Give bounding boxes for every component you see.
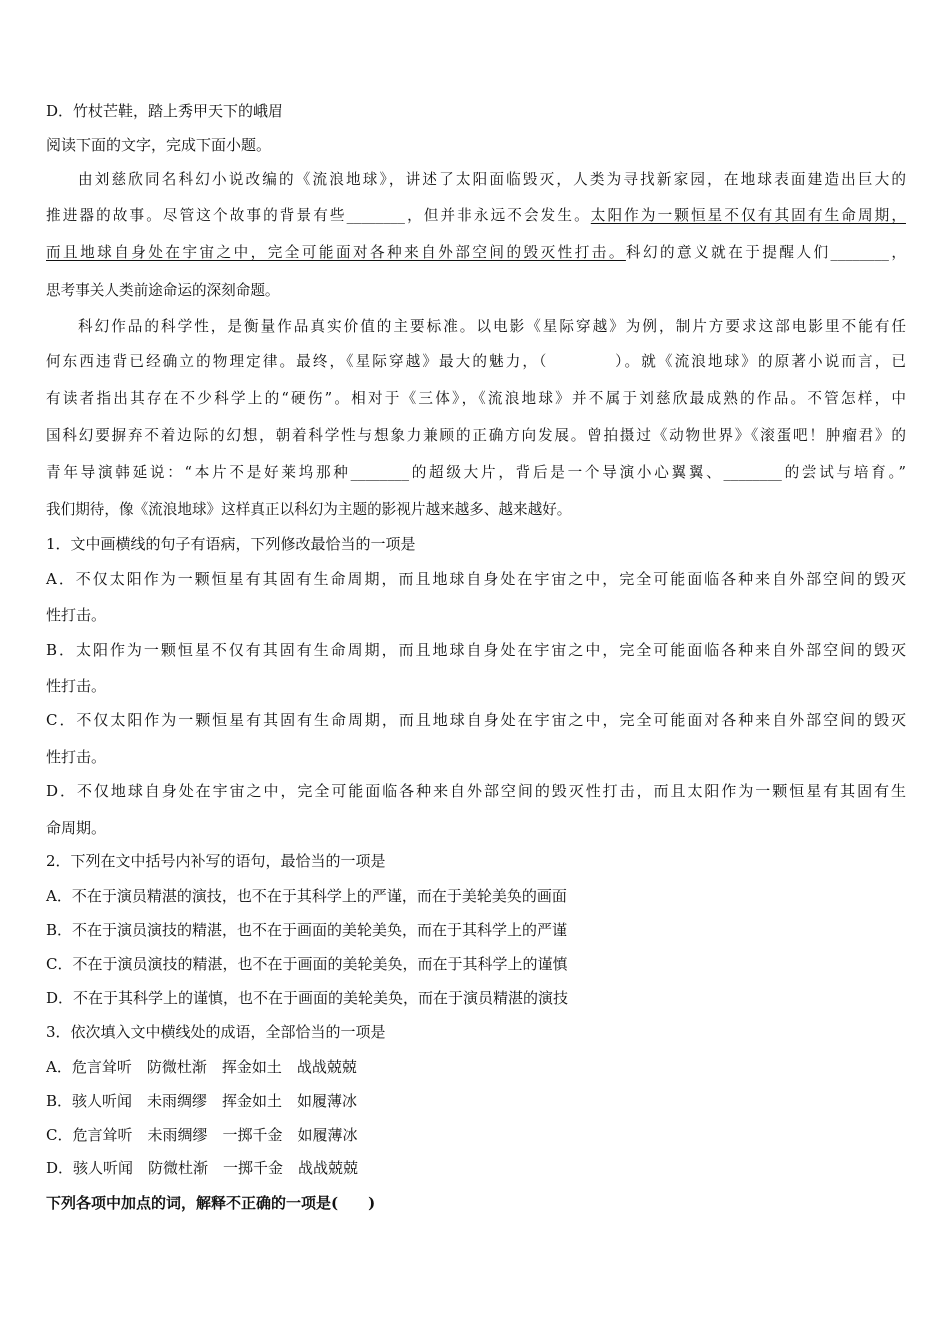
q1-option-b-cont: 性打击。 (46, 677, 107, 695)
q1-option-d: D．不仅地球自身处在宇宙之中，完全可能面临各种来自外部空间的毁灭性打击，而且太阳作为一颗恒星有其固有生 (46, 782, 906, 800)
underlined-sentence-part-2: 而且地球自身处在宇宙之中，完全可能面对各种来自外部空间的毁灭性打击。 (46, 244, 626, 261)
passage-p1-line-4: 思考事关人类前途命运的深刻命题。 (46, 282, 280, 299)
q3-option-c: C．危言耸听 未雨绸缪 一掷千金 如履薄冰 (46, 1126, 358, 1144)
passage-p1-text: 推进器的故事。尽管这个故事的背景有些________，但并非永远不会发生。 (46, 207, 591, 224)
passage-p2-line-6: 我们期待，像《流浪地球》这样真正以科幻为主题的影视片越来越多、越来越好。 (46, 501, 572, 518)
passage-p1-line-1: 由刘慈欣同名科幻小说改编的《流浪地球》，讲述了太阳面临毁灭，人类为寻找新家园，在地球表面建造出巨大的 (78, 171, 906, 188)
q2-option-a: A．不在于演员精湛的演技，也不在于其科学上的严谨，而在于美轮美奂的画面 (46, 887, 567, 905)
q2-option-c: C．不在于演员演技的精湛，也不在于画面的美轮美奂，而在于其科学上的谨慎 (46, 955, 568, 973)
passage-p2-line-4: 国科幻要摒弃不着边际的幻想，朝着科学性与想象力兼顾的正确方向发展。曾拍摄过《动物世界》《滚蛋吧！肿瘤君》的 (46, 427, 906, 444)
q1-option-b: B．太阳作为一颗恒星不仅有其固有生命周期，而且地球自身处在宇宙之中，完全可能面临各种来自外部空间的毁灭 (46, 641, 906, 659)
q1-option-a: A．不仅太阳作为一颗恒星有其固有生命周期，而且地球自身处在宇宙之中，完全可能面临各种来自外部空间的毁灭 (46, 570, 906, 588)
q1-option-c: C．不仅太阳作为一颗恒星有其固有生命周期，而且地球自身处在宇宙之中，完全可能面对各种来自外部空间的毁灭 (46, 711, 906, 729)
q1-option-a-cont: 性打击。 (46, 606, 107, 624)
passage-p2-line-2: 何东西违背已经确立的物理定律。最终，《星际穿越》最大的魅力，（ ）。就《流浪地球》的原著小说而言，已 (46, 353, 906, 370)
passage-p2-line-1: 科幻作品的科学性，是衡量作品真实价值的主要标准。以电影《星际穿越》为例，制片方要求这部电影里不能有任 (78, 318, 906, 335)
q3-option-a: A．危言耸听 防微杜渐 挥金如土 战战兢兢 (46, 1058, 357, 1076)
underlined-sentence-part-1: 太阳作为一颗恒星不仅有其固有生命周期， (590, 207, 906, 224)
q1-option-c-cont: 性打击。 (46, 748, 107, 766)
passage-p2-line-5: 青年导演韩延说：“本片不是好莱坞那种________的超级大片，背后是一个导演小心翼翼、________的尝试与培育。” (46, 464, 906, 481)
passage-p2-line-3: 有读者指出其存在不少科学上的“硬伤”。相对于《三体》，《流浪地球》并不属于刘慈欣最成熟的作品。不管怎样，中 (46, 390, 906, 407)
question-3-stem: 3．依次填入文中横线处的成语，全部恰当的一项是 (46, 1023, 386, 1041)
q1-option-d-cont: 命周期。 (46, 819, 107, 837)
q3-option-d: D．骇人听闻 防微杜渐 一掷千金 战战兢兢 (46, 1159, 359, 1177)
passage-p1-text-2: 科幻的意义就在于提醒人们________， (625, 244, 906, 261)
passage-p1-line-3 (46, 243, 906, 263)
top-option-d: D．竹杖芒鞋，踏上秀甲天下的峨眉 (46, 102, 284, 120)
passage-p1-line-2 (46, 206, 906, 226)
question-2-stem: 2．下列在文中括号内补写的语句，最恰当的一项是 (46, 852, 386, 870)
q3-option-b: B．骇人听闻 未雨绸缪 挥金如土 如履薄冰 (46, 1092, 358, 1110)
question-1-stem: 1．文中画横线的句子有语病，下列修改最恰当的一项是 (46, 535, 416, 553)
q2-option-b: B．不在于演员演技的精湛，也不在于画面的美轮美奂，而在于其科学上的严谨 (46, 921, 568, 939)
q2-option-d: D．不在于其科学上的谨慎，也不在于画面的美轮美奂，而在于演员精湛的演技 (46, 989, 569, 1007)
final-question-stem: 下列各项中加点的词，解释不正确的一项是( ) (46, 1194, 376, 1212)
reading-instruction: 阅读下面的文字，完成下面小题。 (46, 136, 272, 154)
